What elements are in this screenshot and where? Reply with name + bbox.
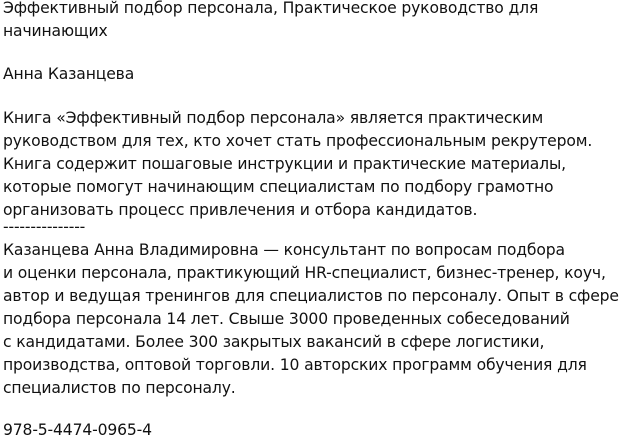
title-line-2: начинающих xyxy=(3,22,108,40)
bio-line-2: и оценки персонала, практикующий HR-специалист, бизнес-тренер, коуч, xyxy=(3,264,606,282)
bio-line-6: производства, оптовой торговли. 10 авторских программ обучения для xyxy=(3,356,587,374)
isbn: 978-5-4474-0965-4 xyxy=(3,421,152,439)
annotation-line-1: Книга «Эффективный подбор персонала» является практическим xyxy=(3,109,544,127)
bio-line-5: с кандидатами. Более 300 закрытых вакансий в сфере логистики, xyxy=(3,333,545,351)
annotation-line-5: организовать процесс привлечения и отбора кандидатов. xyxy=(3,201,478,219)
bio-line-4: подбора персонала 14 лет. Свыше 3000 проведенных собеседований xyxy=(3,310,570,328)
author-name: Анна Казанцева xyxy=(3,65,135,83)
bio-line-7: специалистов по персоналу. xyxy=(3,379,236,397)
annotation-line-2: руководством для тех, кто хочет стать профессиональным рекрутером. xyxy=(3,132,593,150)
annotation-line-3: Книга содержит пошаговые инструкции и практические материалы, xyxy=(3,155,566,173)
bio-line-1: Казанцева Анна Владимировна — консультант по вопросам подбора xyxy=(3,241,565,259)
separator: --------------- xyxy=(3,218,86,236)
bio-line-3: автор и ведущая тренингов для специалистов по персоналу. Опыт в сфере xyxy=(3,287,619,305)
title-line-1: Эффективный подбор персонала, Практическое руководство для xyxy=(3,0,539,17)
annotation-line-4: которые помогут начинающим специалистам по подбору грамотно xyxy=(3,178,554,196)
